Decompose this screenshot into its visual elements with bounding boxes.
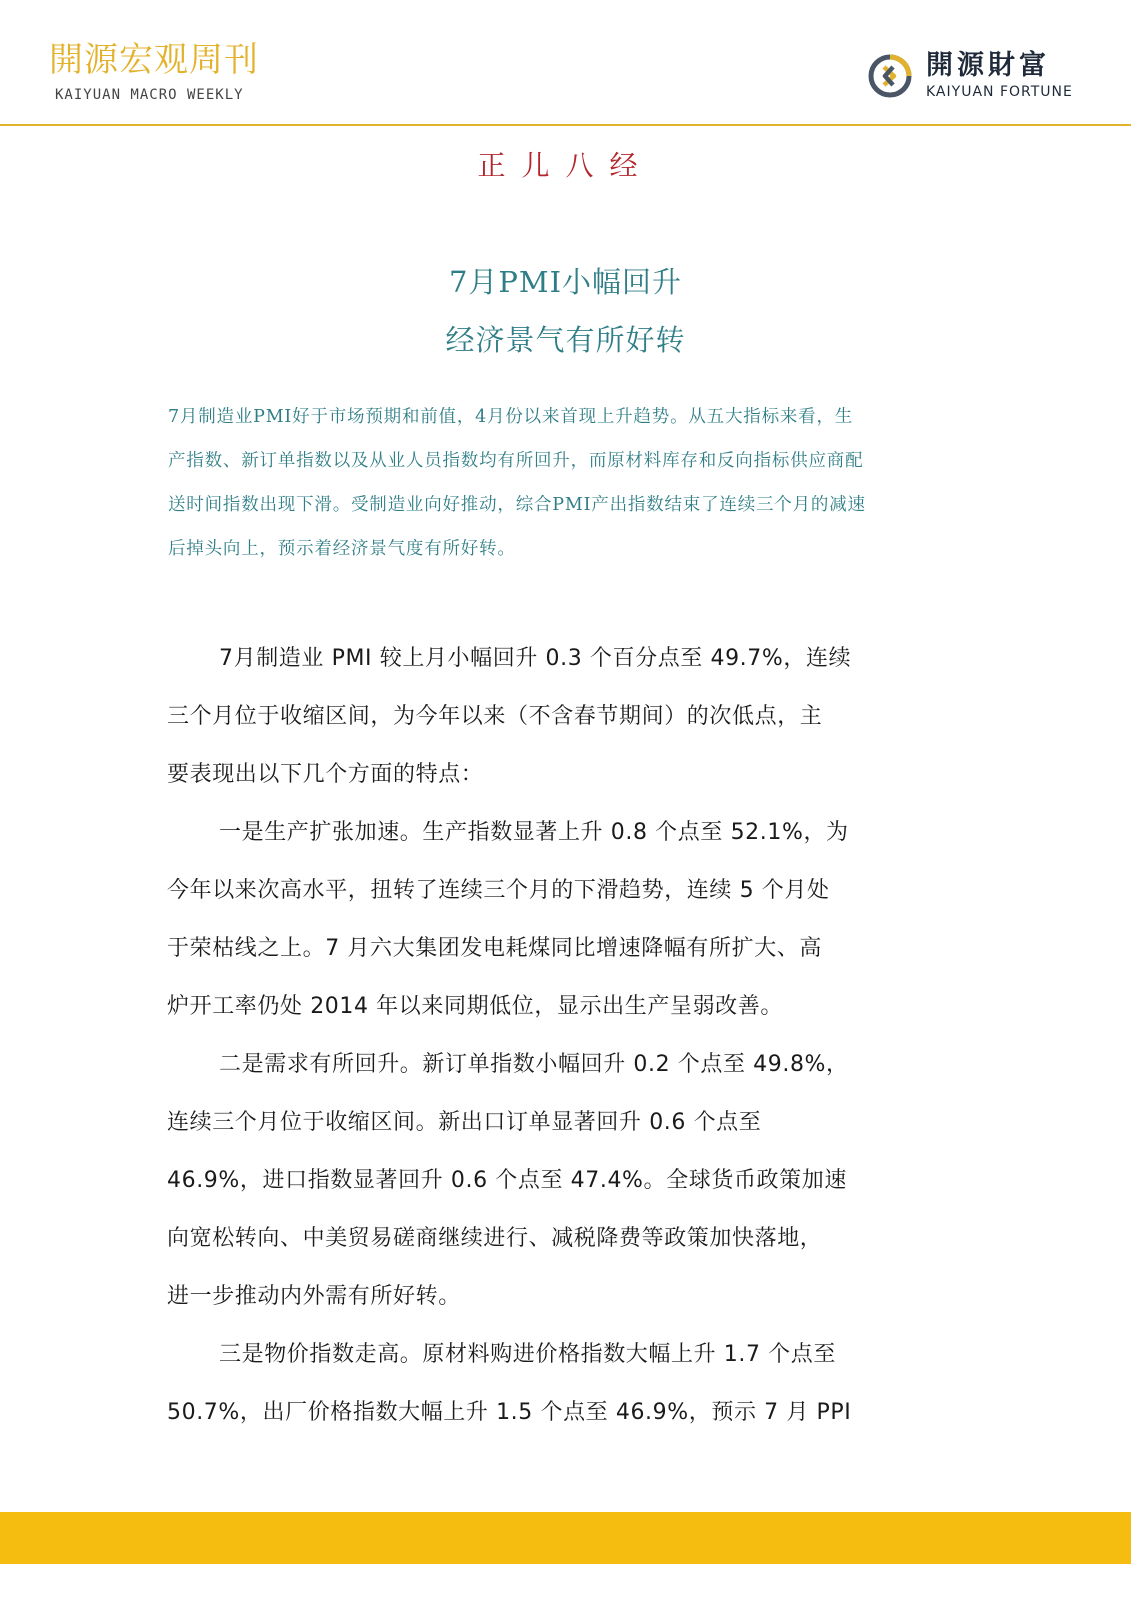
body-line: 46.9%，进口指数显著回升 0.6 个点至 47.4%。全球货币政策加速 (167, 1168, 847, 1193)
body-line: 于荣枯线之上。7 月六大集团发电耗煤同比增速降幅有所扩大、高 (167, 936, 822, 961)
body-line: 要表现出以下几个方面的特点： (167, 762, 484, 787)
article-title-line-2: 经济景气有所好转 (445, 323, 686, 357)
logo-chinese-name: 開源財富 (926, 50, 1050, 81)
logo-english-name: KAIYUAN FORTUNE (926, 84, 1073, 100)
body-line: 50.7%，出厂价格指数大幅上升 1.5 个点至 46.9%，预示 7 月 PPI (167, 1400, 852, 1425)
abstract-line: 后掉头向上，预示着经济景气度有所好转。 (168, 539, 516, 559)
body-line: 一是生产扩张加速。生产指数显著上升 0.8 个点至 52.1%，为 (219, 820, 849, 845)
abstract-line: 7月制造业PMI好于市场预期和前值，4月份以来首现上升趋势。从五大指标来看，生 (168, 407, 854, 427)
body-line: 进一步推动内外需有所好转。 (167, 1284, 461, 1309)
article-title-line-1: 7月PMI小幅回升 (448, 265, 683, 299)
article-body (167, 638, 947, 1450)
body-line: 三个月位于收缩区间，为今年以来（不含春节期间）的次低点，主 (167, 704, 823, 729)
header-divider (0, 124, 1131, 126)
footer-band (0, 1512, 1131, 1564)
body-line: 连续三个月位于收缩区间。新出口订单显著回升 0.6 个点至 (167, 1110, 762, 1135)
body-line: 7月制造业 PMI 较上月小幅回升 0.3 个百分点至 49.7%，连续 (219, 646, 852, 671)
kaiyuan-logo (866, 50, 1106, 106)
abstract-line: 产指数、新订单指数以及从业人员指数均有所回升，而原材料库存和反向指标供应商配 (168, 451, 864, 471)
publication-subtitle: KAIYUAN MACRO WEEKLY (55, 87, 244, 103)
body-line: 向宽松转向、中美贸易磋商继续进行、减税降费等政策加快落地， (167, 1226, 823, 1251)
kaiyuan-logo-icon (866, 52, 914, 100)
article-abstract (168, 400, 948, 576)
body-line: 炉开工率仍处 2014 年以来同期低位，显示出生产呈弱改善。 (167, 994, 783, 1019)
publication-title: 開源宏观周刊 (49, 40, 259, 80)
body-line: 今年以来次高水平，扭转了连续三个月的下滑趋势，连续 5 个月处 (167, 878, 830, 903)
section-name: 正儿八经 (477, 149, 654, 182)
abstract-line: 送时间指数出现下滑。受制造业向好推动，综合PMI产出指数结束了连续三个月的减速 (168, 495, 866, 515)
body-line: 二是需求有所回升。新订单指数小幅回升 0.2 个点至 49.8%， (219, 1052, 849, 1077)
body-line: 三是物价指数走高。原材料购进价格指数大幅上升 1.7 个点至 (219, 1342, 836, 1367)
